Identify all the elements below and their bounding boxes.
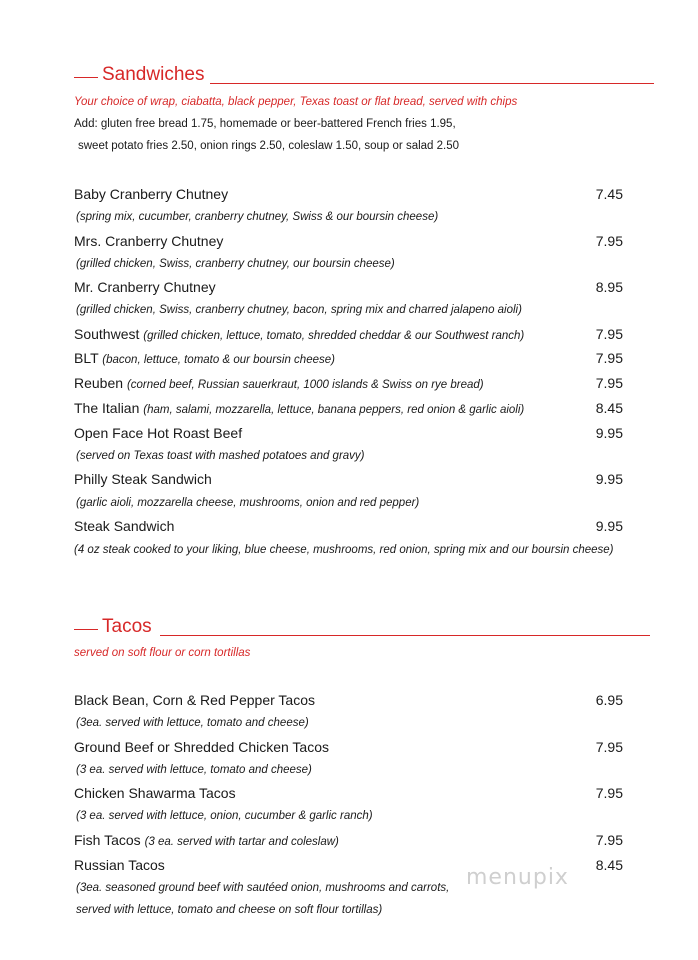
menu-item-name: Ground Beef or Shredded Chicken Tacos	[74, 739, 330, 755]
menu-item-price: 8.95	[595, 279, 623, 295]
menu-item-description: (garlic aioli, mozzarella cheese, mushrooms, onion and red pepper)	[76, 497, 420, 509]
menu-item-price: 7.95	[595, 233, 623, 249]
menu-item-description: (ham, salami, mozzarella, lettuce, banana peppers, red onion & garlic aioli)	[143, 404, 525, 416]
menu-item-description: (3 ea. served with tartar and coleslaw)	[144, 836, 339, 848]
menu-item-price: 9.95	[595, 425, 623, 441]
menu-item-row	[74, 400, 524, 416]
heading-underline	[160, 635, 650, 636]
menu-item-row	[74, 326, 524, 342]
menu-item-name: Open Face Hot Roast Beef	[74, 425, 243, 441]
menu-item-description: (corned beef, Russian sauerkraut, 1000 islands & Swiss on rye bread)	[126, 379, 484, 391]
menu-item-name: Southwest	[74, 326, 140, 342]
menu-item-description: (spring mix, cucumber, cranberry chutney, Swiss & our boursin cheese)	[76, 211, 439, 223]
tacos-note: served on soft flour or corn tortillas	[74, 647, 251, 659]
menu-item-description: (grilled chicken, Swiss, cranberry chutney, our boursin cheese)	[76, 258, 395, 270]
menu-item-name: Fish Tacos	[74, 832, 141, 848]
section-heading-tacos	[74, 616, 152, 638]
menu-item-description: (3ea. seasoned ground beef with sautéed onion, mushrooms and carrots,	[76, 882, 450, 894]
menu-item-name: Mr. Cranberry Chutney	[74, 279, 216, 295]
menu-item-price: 7.95	[595, 350, 623, 366]
menu-item-price: 8.45	[595, 400, 623, 416]
sandwiches-addons-line1: Add: gluten free bread 1.75, homemade or beer-battered French fries 1.95,	[74, 118, 456, 130]
menu-item-name: Chicken Shawarma Tacos	[74, 785, 236, 801]
watermark-logo: menupix	[466, 865, 569, 890]
menu-item-price: 9.95	[595, 518, 623, 534]
menu-item-description: (grilled chicken, lettuce, tomato, shredded cheddar & our Southwest ranch)	[143, 330, 525, 342]
menu-item-name: Black Bean, Corn & Red Pepper Tacos	[74, 692, 315, 708]
menu-item-name: Steak Sandwich	[74, 518, 175, 534]
sandwiches-choice-note: Your choice of wrap, ciabatta, black pepper, Texas toast or flat bread, served with chips	[74, 96, 518, 108]
menu-item-price: 7.95	[595, 326, 623, 342]
menu-item-description: (grilled chicken, Swiss, cranberry chutney, bacon, spring mix and charred jalapeno aioli)	[76, 304, 522, 316]
sandwiches-heading-text: Sandwiches	[102, 64, 205, 85]
tacos-heading-text: Tacos	[102, 616, 152, 637]
menu-item-description: (3ea. served with lettuce, tomato and cheese)	[76, 717, 309, 729]
menu-item-row	[74, 832, 339, 848]
menu-item-description: (3 ea. served with lettuce, onion, cucumber & garlic ranch)	[76, 810, 373, 822]
section-heading-sandwiches	[74, 64, 204, 86]
menu-item-name: Mrs. Cranberry Chutney	[74, 233, 224, 249]
menu-item-price: 7.45	[595, 186, 623, 202]
menu-item-description: (3 ea. served with lettuce, tomato and cheese)	[76, 764, 312, 776]
menu-item-name: The Italian	[74, 400, 140, 416]
menu-item-name: BLT	[74, 350, 99, 366]
menu-item-name: Russian Tacos	[74, 857, 165, 873]
heading-underline-lead	[74, 629, 98, 630]
menu-item-description: (served on Texas toast with mashed potatoes and gravy)	[76, 450, 365, 462]
menu-item-row	[74, 375, 484, 391]
menu-item-name: Reuben	[74, 375, 124, 391]
menu-item-price: 7.95	[595, 785, 623, 801]
sandwiches-addons-line2: sweet potato fries 2.50, onion rings 2.50, coleslaw 1.50, soup or salad 2.50	[78, 140, 460, 152]
menu-item-price: 7.95	[595, 832, 623, 848]
menu-item-price: 9.95	[595, 471, 623, 487]
menu-item-description-cont: served with lettuce, tomato and cheese on soft flour tortillas)	[76, 904, 383, 916]
heading-underline	[210, 83, 654, 84]
menu-item-price: 7.95	[595, 739, 623, 755]
menu-item-row	[74, 350, 335, 366]
menu-item-name: Baby Cranberry Chutney	[74, 186, 229, 202]
menu-item-price: 7.95	[595, 375, 623, 391]
menu-item-price: 6.95	[595, 692, 623, 708]
menu-item-name: Philly Steak Sandwich	[74, 471, 212, 487]
menu-item-price: 8.45	[595, 857, 623, 873]
heading-underline-lead	[74, 77, 98, 78]
menu-item-description: (bacon, lettuce, tomato & our boursin cheese)	[102, 354, 335, 366]
menu-item-description: (4 oz steak cooked to your liking, blue cheese, mushrooms, red onion, spring mix and our boursin cheese)	[74, 544, 614, 556]
